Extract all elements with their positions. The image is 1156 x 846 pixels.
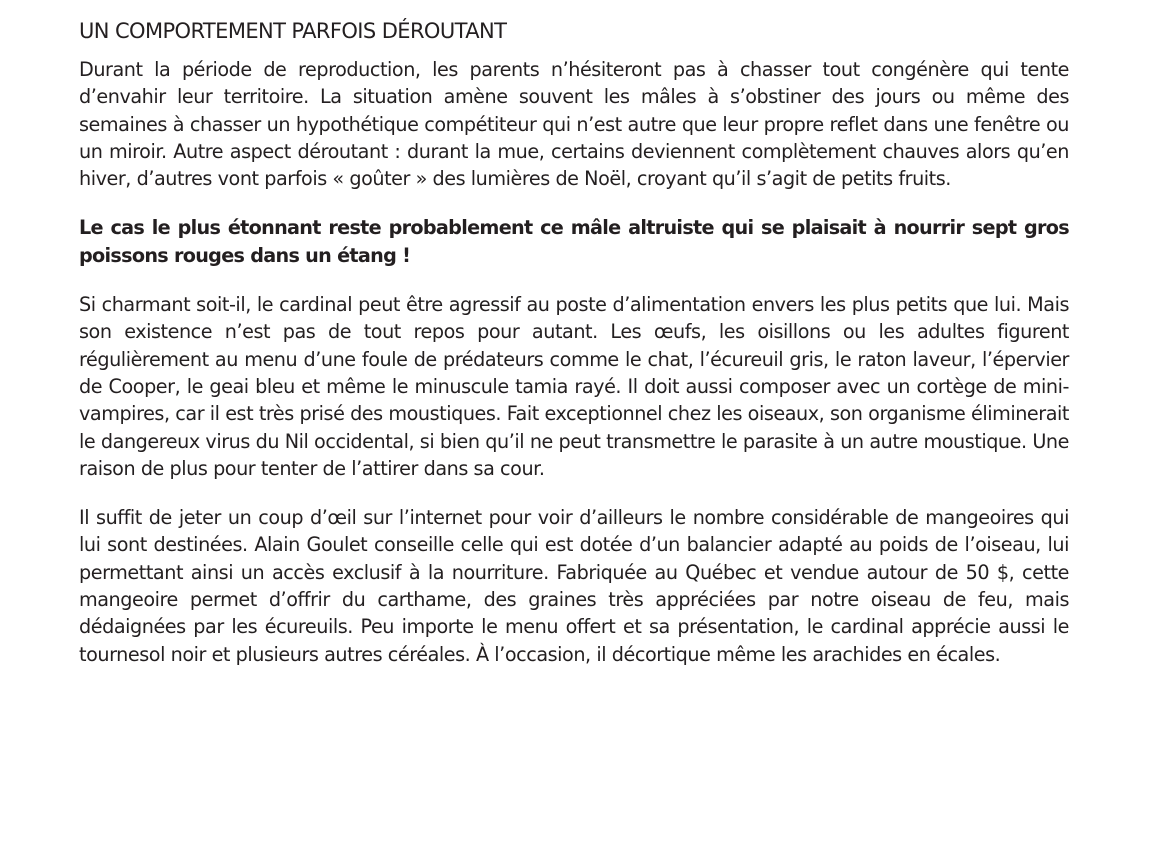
paragraph-reproduction: Durant la période de reproduction, les parents n’hésiteront pas à chasser tout congénère qui tente d’envahir leur territoire. La situation amène souvent les mâles à s’obstiner des jours ou même des semaines à chasser un hypothétique compétiteur qui n’est autre que leur propre reflet dans une fenêtre ou un miroir. Autre aspect déroutant : durant la mue, certains deviennent complètement chauves alors qu’en hiver, d’autres vont parfois « goûter » des lumières de Noël, croyant qu’il s’agit de petits fruits. xyxy=(79,58,1069,191)
paragraph-feeders: Il suffit de jeter un coup d’œil sur l’internet pour voir d’ailleurs le nombre considérable de mangeoires qui lui sont destinées. Alain Goulet conseille celle qui est dotée d’un balancier adapté au poids de l’oiseau, lui permettant ainsi un accès exclusif à la nourriture. Fabriquée au Québec et vendue autour de 50 $, cette mangeoire permet d’offrir du carthame, des graines très appréciées par notre oiseau de feu, mais dédaignées par les écureuils. Peu importe le menu offert et sa présentation, le cardinal apprécie aussi le tournesol noir et plusieurs autres céréales. À l’occasion, il décortique même les arachides en écales. xyxy=(79,506,1069,666)
paragraph-highlight: Le cas le plus étonnant reste probablement ce mâle altruiste qui se plaisait à nourrir sept gros poissons rouges dans un étang ! xyxy=(79,216,1069,267)
paragraph-predators: Si charmant soit-il, le cardinal peut être agressif au poste d’alimentation envers les plus petits que lui. Mais son existence n’est pas de tout repos pour autant. Les œufs, les oisillons ou les adultes figurent régulièrement au menu d’une foule de prédateurs comme le chat, l’écureuil gris, le raton laveur, l’épervier de Cooper, le geai bleu et même le minuscule tamia rayé. Il doit aussi composer avec un cortège de mini-vampires, car il est très prisé des moustiques. Fait exceptionnel chez les oiseaux, son organisme éliminerait le dangereux virus du Nil occidental, si bien qu’il ne peut transmettre le parasite à un autre moustique. Une raison de plus pour tenter de l’attirer dans sa cour. xyxy=(79,293,1069,480)
section-heading: UN COMPORTEMENT PARFOIS DÉROUTANT xyxy=(79,19,507,43)
article xyxy=(79,14,1069,690)
